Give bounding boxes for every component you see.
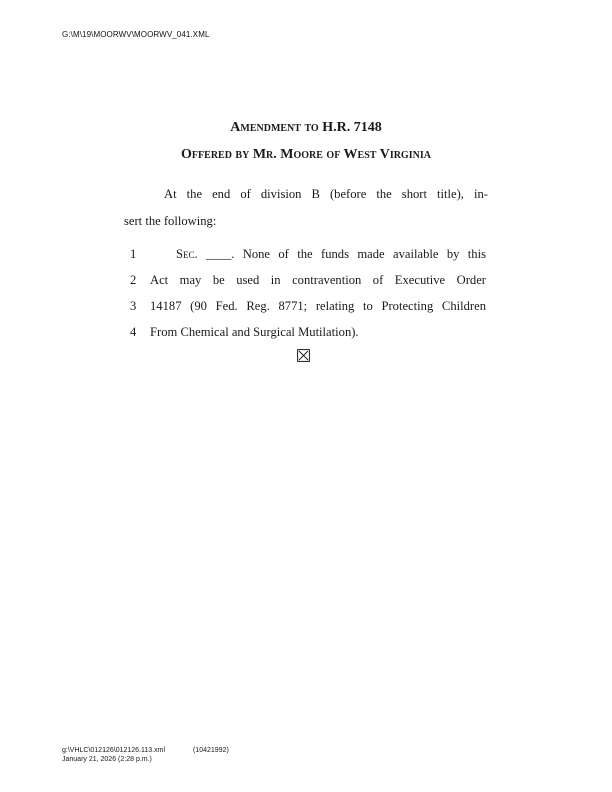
footer	[62, 746, 229, 764]
footer-file-line	[62, 746, 229, 755]
amendment-line	[130, 293, 490, 319]
amendment-text	[130, 241, 490, 345]
footer-file: g:\VHLC\012126\012126.113.xml	[62, 747, 165, 754]
amendment-line	[130, 267, 490, 293]
instruction-paragraph	[124, 181, 488, 235]
line-number: 4	[130, 325, 137, 339]
section-label: Sec.	[176, 247, 198, 261]
line-number: 3	[130, 299, 137, 313]
amendment-sponsor: Offered by Mr. Moore of West Virginia	[181, 147, 431, 162]
amendment-title: Amendment to H.R. 7148	[230, 120, 382, 135]
header-file-path: G:\M\19\MOORWV\MOORWV_041.XML	[62, 30, 210, 39]
line-number: 1	[130, 247, 137, 261]
line-text-content: ____. None of the funds made available by this	[197, 247, 486, 261]
amendment-line	[130, 241, 490, 267]
line-number: 2	[130, 273, 137, 287]
line-text: From Chemical and Surgical Mutilation).	[150, 325, 359, 339]
instruction-line-2: sert the following:	[124, 214, 217, 228]
footer-code: (10421992)	[193, 747, 229, 754]
amendment-line	[130, 319, 490, 345]
line-text: 14187 (90 Fed. Reg. 8771; relating to Protecting Children	[150, 299, 486, 313]
instruction-line-1: At the end of division B (before the short title), in-	[164, 187, 488, 201]
footer-date: January 21, 2026 (2:28 p.m.)	[62, 756, 152, 763]
line-text	[176, 241, 486, 267]
line-text: Act may be used in contravention of Executive Order	[150, 273, 486, 287]
boxed-x-icon	[297, 349, 310, 362]
